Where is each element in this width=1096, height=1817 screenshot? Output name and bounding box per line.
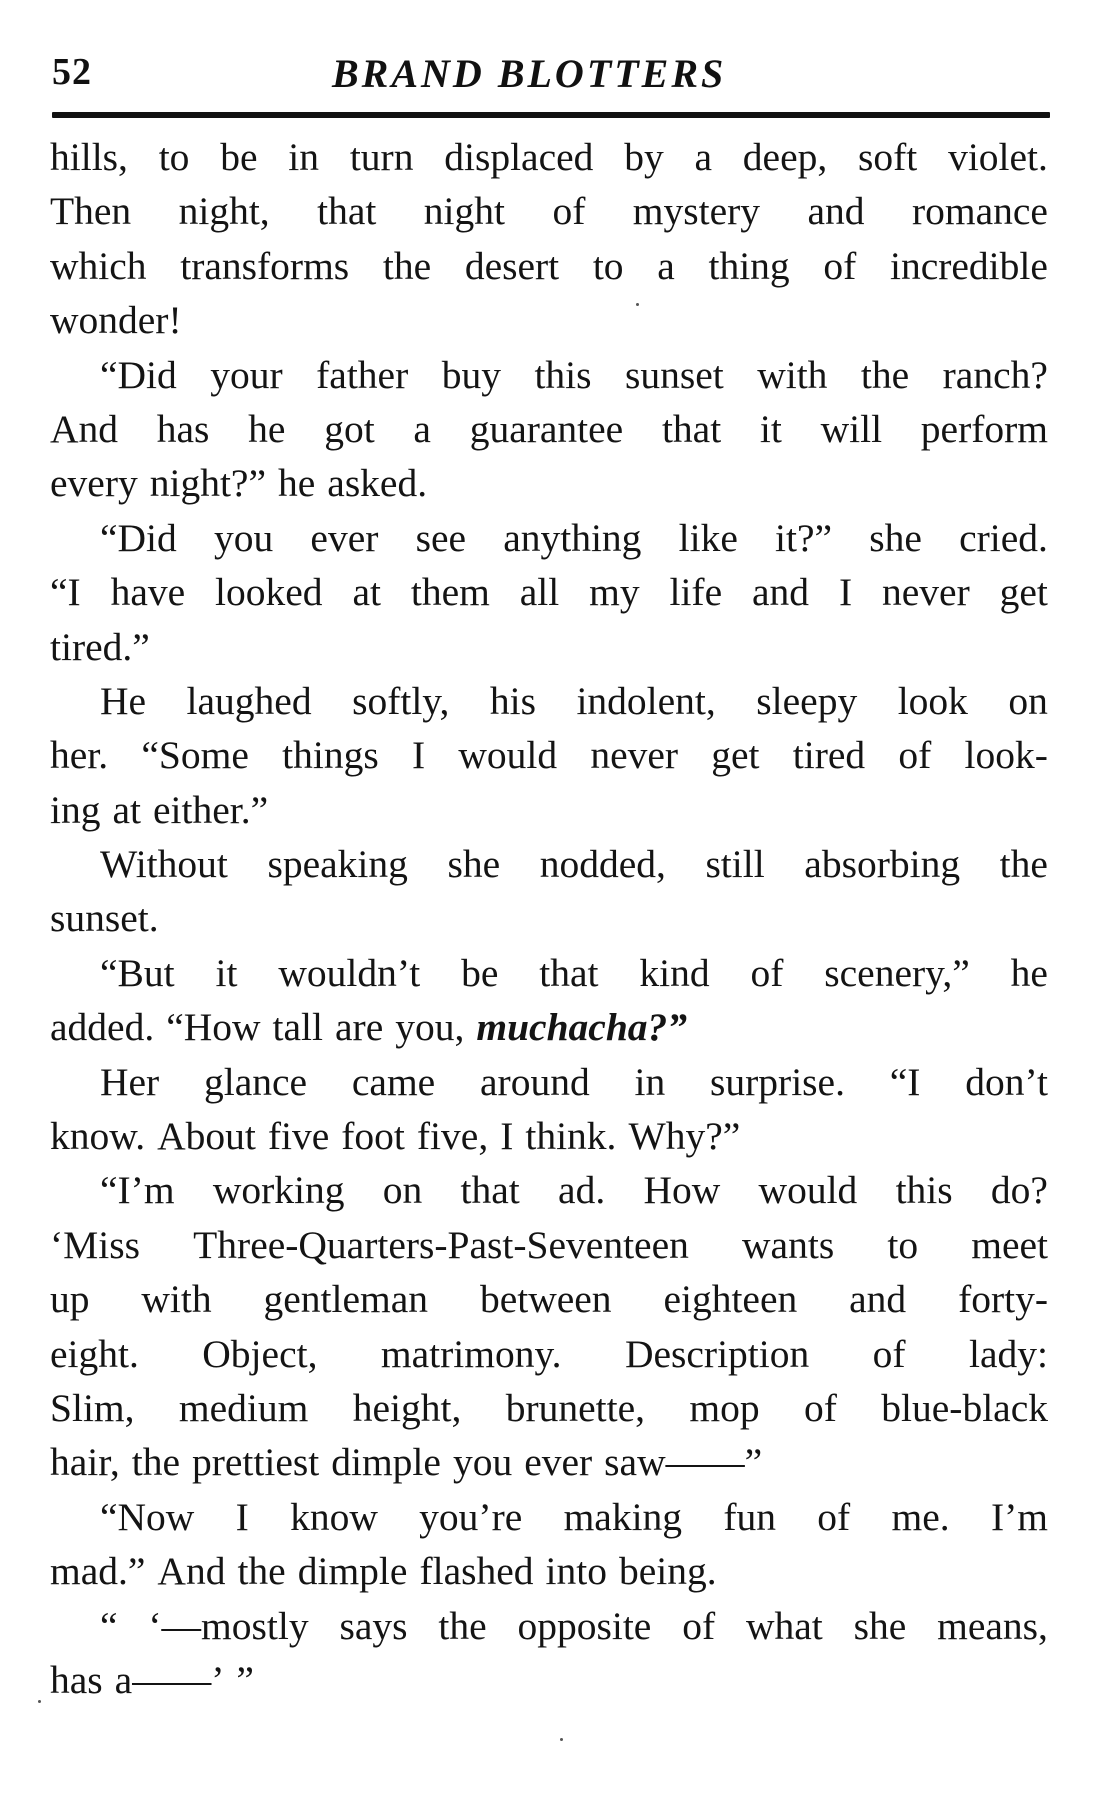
word: she <box>853 1603 907 1648</box>
text-line <box>50 239 1048 293</box>
word: Object, <box>202 1331 318 1376</box>
word: by <box>624 135 664 179</box>
word: ever <box>524 1440 593 1485</box>
word: I <box>838 570 853 615</box>
word: that <box>460 1168 520 1213</box>
word: will <box>820 406 883 451</box>
word: desert <box>464 243 560 288</box>
word: look <box>897 678 968 723</box>
word: eight. <box>50 1331 139 1376</box>
text-line <box>50 348 1048 402</box>
word: dimple <box>331 1440 441 1485</box>
word: “I <box>50 570 81 615</box>
word: at <box>112 787 141 832</box>
word: have <box>110 570 186 615</box>
word: and <box>807 189 865 234</box>
word: absorbing <box>804 842 961 887</box>
text-line <box>50 1218 1048 1272</box>
word: tired <box>792 733 866 778</box>
word: “Some <box>141 733 249 778</box>
word: Slim, <box>50 1385 135 1430</box>
word: still <box>705 842 765 887</box>
word: up <box>50 1277 90 1322</box>
word: to <box>592 243 624 288</box>
text-line <box>50 1055 1048 1109</box>
text-line <box>50 565 1048 619</box>
word: hair, <box>50 1440 120 1485</box>
word: he <box>1010 950 1048 995</box>
word: five, <box>416 1114 489 1159</box>
word: my <box>589 570 640 615</box>
print-speck <box>560 1738 563 1741</box>
text-line <box>50 728 1048 782</box>
word: “ <box>100 1603 118 1648</box>
word: get <box>711 733 760 778</box>
word: Why?” <box>628 1114 741 1159</box>
word: And <box>50 406 119 451</box>
word: like <box>678 515 738 560</box>
word: gentleman <box>263 1277 429 1322</box>
word: the <box>438 1603 487 1648</box>
word: wonder! <box>50 298 182 343</box>
word: flashed <box>419 1549 534 1594</box>
word: the <box>999 842 1048 887</box>
text-line <box>50 456 1048 510</box>
word: opposite <box>517 1603 652 1648</box>
word: on <box>1008 678 1048 723</box>
text-line <box>50 1109 1048 1163</box>
word: mystery <box>632 189 761 234</box>
word: of <box>817 1494 851 1539</box>
word: be <box>220 135 258 179</box>
word: with <box>757 352 828 397</box>
word: and <box>849 1277 907 1322</box>
text-line <box>50 946 1048 1000</box>
word: laughed <box>186 678 312 723</box>
word: life <box>669 570 723 615</box>
word: at <box>352 570 381 615</box>
word: of <box>552 189 586 234</box>
word: forty- <box>958 1277 1048 1322</box>
word: brunette, <box>505 1385 646 1430</box>
word: wants <box>742 1222 835 1267</box>
word: added. <box>50 1005 155 1050</box>
word: Then <box>50 189 132 234</box>
word: glance <box>204 1059 308 1104</box>
word: speaking <box>267 842 408 887</box>
header-rule <box>52 112 1050 118</box>
word: romance <box>911 189 1048 234</box>
word: matrimony. <box>380 1331 562 1376</box>
word: asked. <box>327 461 428 506</box>
word: it?” <box>775 515 833 560</box>
word: and <box>752 570 810 615</box>
word: a——’ <box>114 1657 225 1702</box>
text-line <box>50 1544 1048 1598</box>
page-header <box>52 44 1050 104</box>
word: in <box>634 1059 666 1104</box>
text-line <box>50 1381 1048 1435</box>
word: “I <box>889 1059 921 1104</box>
word: of <box>898 733 932 778</box>
word: ” <box>236 1657 254 1702</box>
word: this <box>895 1168 953 1213</box>
text-line <box>50 1327 1048 1381</box>
word: know <box>290 1494 378 1539</box>
word: things <box>282 733 379 778</box>
word: indolent, <box>576 678 716 723</box>
word: scenery,” <box>824 950 970 995</box>
word: either.” <box>153 787 269 832</box>
word: night, <box>178 189 270 234</box>
word: this <box>534 352 592 397</box>
word: About <box>157 1114 256 1159</box>
word: “How <box>166 1005 261 1050</box>
word: I <box>235 1494 249 1539</box>
word: in <box>288 135 320 179</box>
text-line <box>50 1272 1048 1326</box>
word: being. <box>618 1549 717 1594</box>
word: would <box>758 1168 858 1213</box>
word: soft <box>858 135 918 179</box>
word: means, <box>937 1603 1048 1648</box>
word: got <box>324 406 375 451</box>
word: she <box>869 515 922 560</box>
word: sunset <box>624 352 724 397</box>
word: kind <box>639 950 710 995</box>
word: the <box>237 1549 286 1594</box>
word: ranch? <box>942 352 1048 397</box>
word: making <box>563 1494 683 1539</box>
word: you <box>213 515 274 560</box>
text-line <box>50 620 1048 674</box>
text-line <box>50 402 1048 456</box>
word: I’m <box>990 1494 1048 1539</box>
text-line <box>50 1653 1048 1707</box>
word: to <box>887 1222 919 1267</box>
text-line <box>50 184 1048 238</box>
body-text <box>50 130 1048 1707</box>
word: fun <box>723 1494 776 1539</box>
word: of <box>750 950 784 995</box>
word: came <box>351 1059 436 1104</box>
word: see <box>415 515 467 560</box>
word: mad.” <box>50 1549 146 1594</box>
word: which <box>50 243 147 288</box>
word: get <box>999 570 1048 615</box>
word: incredible <box>889 243 1048 288</box>
word: tall <box>272 1005 324 1050</box>
word: has <box>156 406 210 451</box>
word: surprise. <box>710 1059 845 1104</box>
text-line <box>50 1435 1048 1489</box>
word: you’re <box>419 1494 523 1539</box>
word: sunset. <box>50 896 159 941</box>
running-title: BRAND BLOTTERS <box>332 51 727 96</box>
word: would <box>458 733 558 778</box>
word: guarantee <box>469 406 624 451</box>
word: foot <box>341 1114 405 1159</box>
word: it <box>215 950 238 995</box>
word: Description <box>624 1331 810 1376</box>
word: night <box>423 189 505 234</box>
word: of <box>804 1385 837 1430</box>
word: And <box>157 1549 226 1594</box>
word: prettiest <box>191 1440 320 1485</box>
word: of <box>682 1603 716 1648</box>
word: mop <box>689 1385 760 1430</box>
word: ‘Miss <box>50 1222 140 1267</box>
word: height, <box>352 1385 462 1430</box>
word: wouldn’t <box>278 950 421 995</box>
word: “I’m <box>100 1168 175 1213</box>
word: with <box>141 1277 212 1322</box>
word: around <box>480 1059 590 1104</box>
word: buy <box>441 352 501 397</box>
word: know. <box>50 1114 146 1159</box>
word: “Did <box>100 352 177 397</box>
word: that <box>317 189 377 234</box>
text-line <box>50 891 1048 945</box>
text-line <box>50 783 1048 837</box>
word: of <box>872 1331 906 1376</box>
word: he <box>248 406 286 451</box>
word: ing <box>50 787 101 832</box>
page-number: 52 <box>52 51 92 93</box>
word: medium <box>178 1385 309 1430</box>
text-line <box>50 837 1048 891</box>
word: Her <box>100 1059 160 1104</box>
word: that <box>661 406 722 451</box>
word: working <box>212 1168 345 1213</box>
text-line <box>50 511 1048 565</box>
word: to <box>158 135 190 179</box>
word: be <box>461 950 499 995</box>
word: meet <box>971 1222 1048 1267</box>
word: Without <box>100 842 228 887</box>
word: I <box>411 733 426 778</box>
word: sleepy <box>756 678 858 723</box>
print-speck <box>38 1700 41 1703</box>
word: night?” <box>149 461 266 506</box>
word: it <box>759 406 782 451</box>
text-line <box>50 1000 1048 1054</box>
word: five <box>267 1114 330 1159</box>
text-line <box>50 674 1048 728</box>
word: How <box>643 1168 721 1213</box>
word: me. <box>891 1494 950 1539</box>
word: never <box>882 570 970 615</box>
word: that <box>539 950 599 995</box>
word: the <box>131 1440 180 1485</box>
word: all <box>519 570 560 615</box>
word: between <box>479 1277 612 1322</box>
word: “But <box>100 950 175 995</box>
word: Three-Quarters-Past-Seventeen <box>193 1222 689 1267</box>
word: a <box>694 135 713 179</box>
word: nodded, <box>539 842 666 887</box>
word: what <box>745 1603 823 1648</box>
word: into <box>545 1549 607 1594</box>
word: ever <box>310 515 379 560</box>
word: ‘—mostly <box>148 1603 309 1648</box>
word: dimple <box>297 1549 408 1594</box>
word: violet. <box>948 135 1048 179</box>
word: deep, <box>742 135 828 179</box>
word: them <box>410 570 490 615</box>
word: “Now <box>100 1494 195 1539</box>
word: blue-black <box>881 1385 1048 1430</box>
word: I <box>500 1114 514 1159</box>
text-line <box>50 1163 1048 1217</box>
word: muchacha?” <box>476 1005 688 1050</box>
text-line <box>50 1599 1048 1653</box>
word: the <box>860 352 910 397</box>
word: never <box>590 733 679 778</box>
word: ad. <box>558 1168 606 1213</box>
word: are <box>335 1005 384 1050</box>
word: you, <box>395 1005 465 1050</box>
word: a <box>413 406 431 451</box>
word: don’t <box>965 1059 1048 1104</box>
word: He <box>100 678 147 723</box>
word: says <box>339 1603 408 1648</box>
word: eighteen <box>663 1277 798 1322</box>
word: look- <box>964 733 1048 778</box>
word: his <box>489 678 536 723</box>
word: tired.” <box>50 624 150 669</box>
word: thing <box>708 243 790 288</box>
word: has <box>50 1657 103 1702</box>
word: you <box>452 1440 513 1485</box>
word: “Did <box>100 515 177 560</box>
word: a <box>657 243 675 288</box>
text-line <box>50 1490 1048 1544</box>
word: on <box>382 1168 423 1213</box>
word: displaced <box>444 135 594 179</box>
word: father <box>316 352 409 397</box>
word: the <box>382 243 432 288</box>
word: saw——” <box>604 1440 763 1485</box>
word: think. <box>525 1114 617 1159</box>
word: every <box>50 461 138 506</box>
word: transforms <box>180 243 350 288</box>
word: of <box>823 243 857 288</box>
word: turn <box>349 135 414 179</box>
word: her. <box>50 733 109 778</box>
word: she <box>447 842 501 887</box>
word: do? <box>990 1168 1048 1213</box>
word: anything <box>503 515 642 560</box>
text-line <box>50 293 1048 347</box>
word: lady: <box>969 1331 1048 1376</box>
word: softly, <box>352 678 450 723</box>
text-line <box>50 130 1048 184</box>
word: looked <box>215 570 323 615</box>
word: perform <box>920 406 1048 451</box>
word: he <box>277 461 316 506</box>
word: cried. <box>959 515 1048 560</box>
word: hills, <box>50 135 128 179</box>
word: your <box>210 352 283 397</box>
print-speck <box>636 303 639 306</box>
